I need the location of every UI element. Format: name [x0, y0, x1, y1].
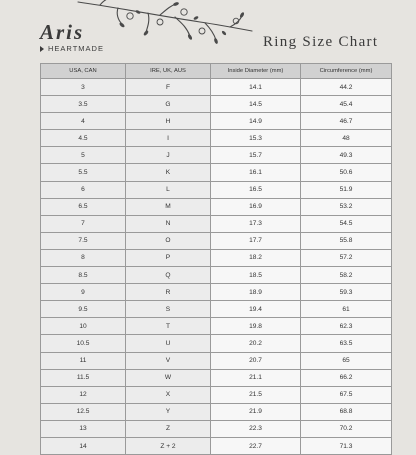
usa-can-size-cell: 5.5	[41, 164, 126, 181]
ire-uk-aus-size-cell: G	[126, 96, 211, 113]
table-row	[41, 403, 392, 420]
ire-uk-aus-size-cell: U	[126, 335, 211, 352]
inside-diameter-cell: 21.5	[211, 386, 301, 403]
circumference-cell: 57.2	[301, 249, 392, 266]
usa-can-size-cell: 3	[41, 79, 126, 96]
usa-can-size-cell: 8.5	[41, 267, 126, 284]
usa-can-size-cell: 3.5	[41, 96, 126, 113]
circumference-cell: 45.4	[301, 96, 392, 113]
ire-uk-aus-size-cell: I	[126, 130, 211, 147]
table-row	[41, 147, 392, 164]
circumference-cell: 68.8	[301, 403, 392, 420]
inside-diameter-cell: 15.7	[211, 147, 301, 164]
ire-uk-aus-size-cell: N	[126, 215, 211, 232]
inside-diameter-cell: 18.2	[211, 249, 301, 266]
circumference-cell: 54.5	[301, 215, 392, 232]
inside-diameter-cell: 15.3	[211, 130, 301, 147]
header-circumference: Circumference (mm)	[301, 64, 392, 79]
usa-can-size-cell: 12	[41, 386, 126, 403]
triangle-icon	[40, 46, 44, 52]
circumference-cell: 63.5	[301, 335, 392, 352]
ire-uk-aus-size-cell: H	[126, 113, 211, 130]
ire-uk-aus-size-cell: V	[126, 352, 211, 369]
circumference-cell: 59.3	[301, 284, 392, 301]
inside-diameter-cell: 16.9	[211, 198, 301, 215]
usa-can-size-cell: 11	[41, 352, 126, 369]
inside-diameter-cell: 17.7	[211, 232, 301, 249]
table-row	[41, 198, 392, 215]
circumference-cell: 50.6	[301, 164, 392, 181]
inside-diameter-cell: 16.1	[211, 164, 301, 181]
circumference-cell: 53.2	[301, 198, 392, 215]
usa-can-size-cell: 7.5	[41, 232, 126, 249]
inside-diameter-cell: 20.2	[211, 335, 301, 352]
inside-diameter-cell: 21.9	[211, 403, 301, 420]
usa-can-size-cell: 10	[41, 318, 126, 335]
usa-can-size-cell: 11.5	[41, 369, 126, 386]
ire-uk-aus-size-cell: F	[126, 79, 211, 96]
inside-diameter-cell: 20.7	[211, 352, 301, 369]
circumference-cell: 62.3	[301, 318, 392, 335]
table-row	[41, 420, 392, 437]
table-row	[41, 249, 392, 266]
circumference-cell: 46.7	[301, 113, 392, 130]
ring-size-table	[40, 63, 392, 455]
usa-can-size-cell: 9	[41, 284, 126, 301]
header-inside-diameter: Inside Diameter (mm)	[211, 64, 301, 79]
ire-uk-aus-size-cell: O	[126, 232, 211, 249]
table-row	[41, 352, 392, 369]
inside-diameter-cell: 14.9	[211, 113, 301, 130]
inside-diameter-cell: 22.3	[211, 420, 301, 437]
inside-diameter-cell: 21.1	[211, 369, 301, 386]
brand-subtitle	[40, 44, 104, 53]
ire-uk-aus-size-cell: M	[126, 198, 211, 215]
header-usa-can: USA, CAN	[41, 64, 126, 79]
table-row	[41, 301, 392, 318]
usa-can-size-cell: 9.5	[41, 301, 126, 318]
ire-uk-aus-size-cell: Y	[126, 403, 211, 420]
inside-diameter-cell: 22.7	[211, 437, 301, 454]
circumference-cell: 48	[301, 130, 392, 147]
ire-uk-aus-size-cell: Q	[126, 267, 211, 284]
table-row	[41, 181, 392, 198]
circumference-cell: 67.5	[301, 386, 392, 403]
usa-can-size-cell: 8	[41, 249, 126, 266]
ire-uk-aus-size-cell: Z + 2	[126, 437, 211, 454]
table-row	[41, 164, 392, 181]
table-row	[41, 130, 392, 147]
table-row	[41, 267, 392, 284]
ire-uk-aus-size-cell: K	[126, 164, 211, 181]
table-row	[41, 96, 392, 113]
ire-uk-aus-size-cell: L	[126, 181, 211, 198]
table-row	[41, 318, 392, 335]
ire-uk-aus-size-cell: Z	[126, 420, 211, 437]
brand-name: Aris	[40, 20, 85, 44]
usa-can-size-cell: 5	[41, 147, 126, 164]
inside-diameter-cell: 16.5	[211, 181, 301, 198]
circumference-cell: 66.2	[301, 369, 392, 386]
ire-uk-aus-size-cell: S	[126, 301, 211, 318]
table-row	[41, 79, 392, 96]
usa-can-size-cell: 14	[41, 437, 126, 454]
table-row	[41, 437, 392, 454]
inside-diameter-cell: 18.5	[211, 267, 301, 284]
ire-uk-aus-size-cell: W	[126, 369, 211, 386]
usa-can-size-cell: 4.5	[41, 130, 126, 147]
ire-uk-aus-size-cell: X	[126, 386, 211, 403]
circumference-cell: 71.3	[301, 437, 392, 454]
usa-can-size-cell: 13	[41, 420, 126, 437]
ire-uk-aus-size-cell: R	[126, 284, 211, 301]
usa-can-size-cell: 7	[41, 215, 126, 232]
inside-diameter-cell: 19.4	[211, 301, 301, 318]
circumference-cell: 58.2	[301, 267, 392, 284]
usa-can-size-cell: 12.5	[41, 403, 126, 420]
inside-diameter-cell: 14.5	[211, 96, 301, 113]
ire-uk-aus-size-cell: T	[126, 318, 211, 335]
circumference-cell: 49.3	[301, 147, 392, 164]
inside-diameter-cell: 18.9	[211, 284, 301, 301]
table-header-row	[41, 64, 392, 79]
table-row	[41, 215, 392, 232]
circumference-cell: 70.2	[301, 420, 392, 437]
ire-uk-aus-size-cell: J	[126, 147, 211, 164]
usa-can-size-cell: 4	[41, 113, 126, 130]
table-row	[41, 232, 392, 249]
table-row	[41, 369, 392, 386]
ring-size-table-container	[40, 63, 392, 455]
circumference-cell: 61	[301, 301, 392, 318]
usa-can-size-cell: 6.5	[41, 198, 126, 215]
header-ire-uk-aus: IRE, UK, AUS	[126, 64, 211, 79]
page-title: Ring Size Chart	[263, 34, 379, 50]
circumference-cell: 51.9	[301, 181, 392, 198]
circumference-cell: 44.2	[301, 79, 392, 96]
table-row	[41, 284, 392, 301]
ire-uk-aus-size-cell: P	[126, 249, 211, 266]
inside-diameter-cell: 19.8	[211, 318, 301, 335]
inside-diameter-cell: 17.3	[211, 215, 301, 232]
brand-logo	[40, 21, 104, 53]
table-row	[41, 386, 392, 403]
inside-diameter-cell: 14.1	[211, 79, 301, 96]
table-row	[41, 335, 392, 352]
brand-subtitle-text: HEARTMADE	[48, 44, 104, 53]
usa-can-size-cell: 6	[41, 181, 126, 198]
usa-can-size-cell: 10.5	[41, 335, 126, 352]
circumference-cell: 55.8	[301, 232, 392, 249]
table-row	[41, 113, 392, 130]
circumference-cell: 65	[301, 352, 392, 369]
